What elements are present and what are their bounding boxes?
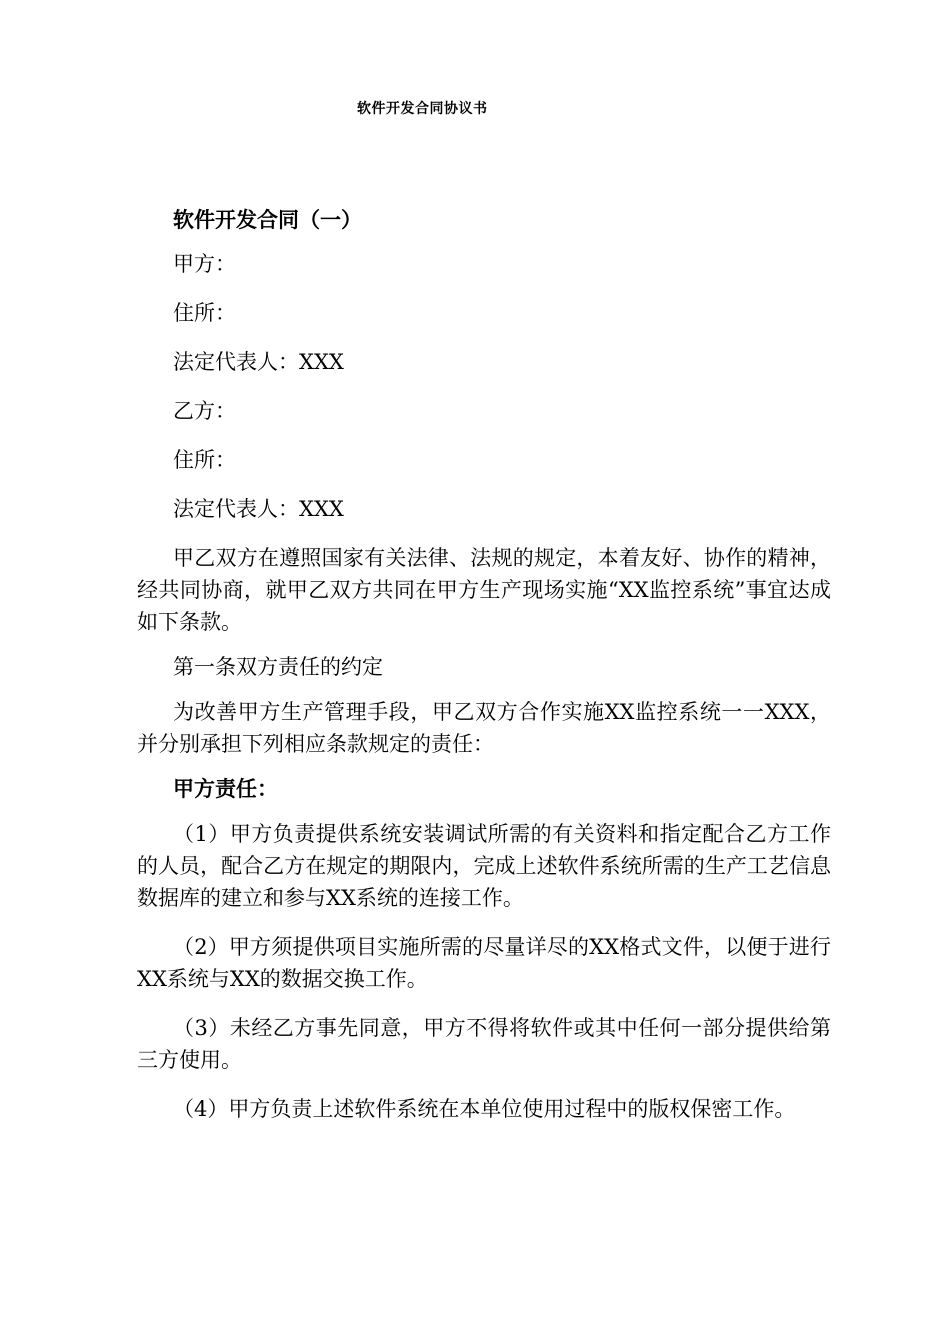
party-b-representative: 法定代表人：XXX: [173, 497, 344, 521]
preamble-paragraph: 甲乙双方在遵照国家有关法律、法规的规定，本着友好、协作的精神，经共同协商，就甲乙双方共同在甲方生产现场实施“XX监控系统”事宜达成如下条款。: [137, 546, 831, 634]
running-header: 软件开发合同协议书: [357, 101, 488, 117]
party-b-label: 乙方：: [173, 399, 236, 423]
party-b-address: 住所：: [173, 448, 236, 472]
party-a-duties-heading: 甲方责任：: [173, 777, 278, 801]
party-a-address: 住所：: [173, 301, 236, 325]
duty-item-3: （3）未经乙方事先同意，甲方不得将软件或其中任何一部分提供给第三方使用。: [137, 1016, 831, 1072]
article-1-paragraph: 为改善甲方生产管理手段，甲乙双方合作实施XX监控系统一一XXX，并分别承担下列相应条款规定的责任：: [137, 700, 831, 756]
duty-item-1: （1）甲方负责提供系统安装调试所需的有关资料和指定配合乙方工作的人员，配合乙方在规定的期限内，完成上述软件系统所需的生产工艺信息数据库的建立和参与XX系统的连接工作。: [137, 822, 831, 910]
duty-item-2: （2）甲方须提供项目实施所需的尽量详尽的XX格式文件，以便于进行XX系统与XX的数据交换工作。: [137, 935, 831, 991]
contract-title: 软件开发合同（一）: [173, 208, 362, 232]
party-a-representative: 法定代表人：XXX: [173, 350, 344, 374]
article-1-title: 第一条双方责任的约定: [173, 655, 383, 679]
party-a-label: 甲方：: [173, 252, 236, 276]
duty-item-4: （4）甲方负责上述软件系统在本单位使用过程中的版权保密工作。: [173, 1097, 796, 1121]
document-body: [137, 204, 831, 1142]
